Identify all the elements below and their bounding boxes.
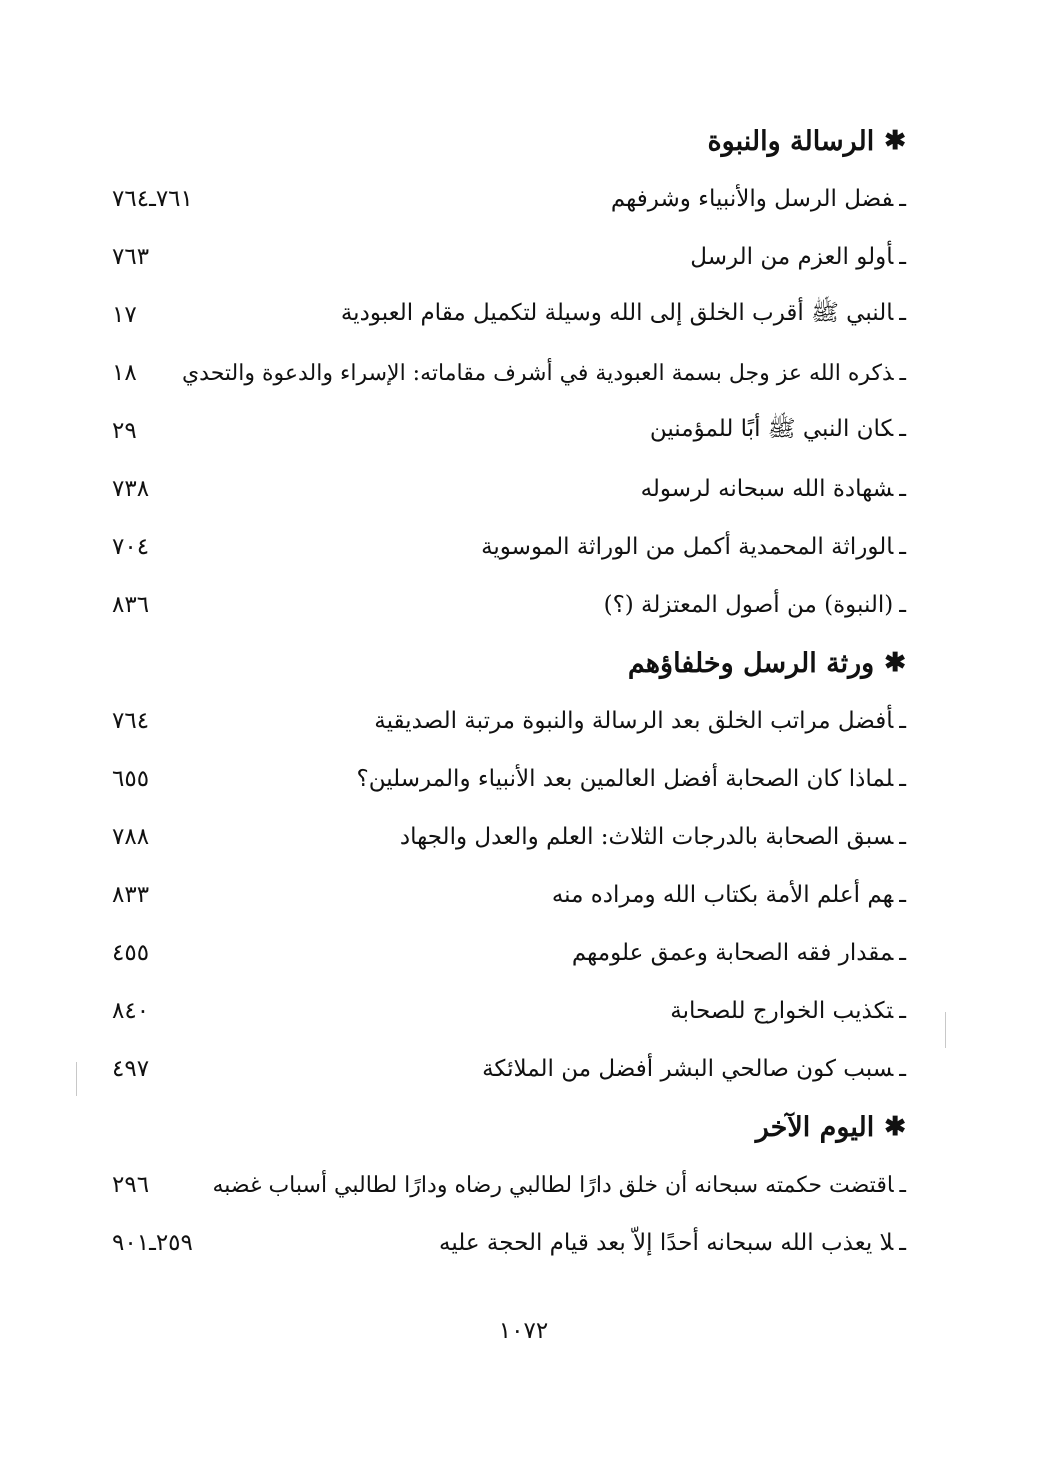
entry-pages: ٨٣٦: [112, 592, 150, 618]
entry-text: كان النبي ﷺ أبًا للمؤمنين: [649, 416, 894, 442]
section-heading-text: ورثة الرسل وخلفاؤهم: [627, 647, 875, 679]
index-entry: ـلماذا كان الصحابة أفضل العالمين بعد الأنبياء والمرسلين؟ ٦٥٥: [112, 766, 906, 792]
entry-pages: ٤٩٧: [112, 1056, 150, 1082]
index-entry: ـسبب كون صالحي البشر أفضل من الملائكة ٤٩٧: [112, 1056, 906, 1082]
entry-text: تكذيب الخوارج للصحابة: [670, 998, 894, 1024]
entry-pages: ٨٣٣: [112, 882, 150, 908]
entry-text: لماذا كان الصحابة أفضل العالمين بعد الأنبياء والمرسلين؟: [356, 766, 894, 792]
entry-text: أفضل مراتب الخلق بعد الرسالة والنبوة مرتبة الصديقية: [374, 708, 894, 734]
asterisk-icon: ✱: [884, 648, 906, 678]
entry-text: هم أعلم الأمة بكتاب الله ومراده منه: [551, 882, 894, 908]
asterisk-icon: ✱: [884, 126, 906, 156]
index-entry: ـشهادة الله سبحانه لرسوله ٧٣٨: [112, 476, 906, 502]
entry-text: الوراثة المحمدية أكمل من الوراثة الموسوية: [481, 534, 894, 560]
entry-pages: ٤٥٥: [112, 940, 150, 966]
index-entry: ـ(النبوة) من أصول المعتزلة (؟) ٨٣٦: [112, 592, 906, 618]
entry-pages: ٨٤٠: [112, 998, 150, 1024]
entry-pages: ٢٩: [112, 418, 137, 444]
entry-text: ذكره الله عز وجل بسمة العبودية في أشرف مقاماته: الإسراء والدعوة والتحدي: [181, 360, 894, 386]
section-heading-text: الرسالة والنبوة: [707, 125, 875, 157]
entry-pages: ٢٥٩ـ٩٠١: [112, 1230, 193, 1256]
entry-text: لا يعذب الله سبحانه أحدًا إلاّ بعد قيام الحجة عليه: [439, 1230, 894, 1256]
entry-pages: ١٨: [112, 360, 137, 386]
entry-text: النبي ﷺ أقرب الخلق إلى الله وسيلة لتكميل مقام العبودية: [340, 300, 894, 326]
entry-pages: ٧٠٤: [112, 534, 150, 560]
scan-margin-line: [945, 1012, 946, 1048]
index-entry: ـكان النبي ﷺ أبًا للمؤمنين ٢٩: [112, 416, 906, 444]
entry-text: سبق الصحابة بالدرجات الثلاث: العلم والعدل والجهاد: [399, 824, 894, 850]
index-entry: ـالنبي ﷺ أقرب الخلق إلى الله وسيلة لتكميل مقام العبودية ١٧: [112, 300, 906, 328]
entry-text: مقدار فقه الصحابة وعمق علومهم: [571, 940, 894, 966]
index-entry: ـذكره الله عز وجل بسمة العبودية في أشرف مقاماته: الإسراء والدعوة والتحدي ١٨: [112, 360, 906, 386]
index-entry: ـفضل الرسل والأنبياء وشرفهم ٧٦١ـ٧٦٤: [112, 186, 906, 212]
index-entry: ـلا يعذب الله سبحانه أحدًا إلاّ بعد قيام الحجة عليه ٢٥٩ـ٩٠١: [112, 1230, 906, 1256]
index-entry: ـمقدار فقه الصحابة وعمق علومهم ٤٥٥: [112, 940, 906, 966]
page-number: ١٠٧٢: [498, 1318, 549, 1344]
section-heading: [112, 112, 906, 170]
entry-pages: ٦٥٥: [112, 766, 150, 792]
entry-pages: ٧٨٨: [112, 824, 150, 850]
index-entry: ـتكذيب الخوارج للصحابة ٨٤٠: [112, 998, 906, 1024]
index-entry: ـهم أعلم الأمة بكتاب الله ومراده منه ٨٣٣: [112, 882, 906, 908]
index-entry: ـأولو العزم من الرسل ٧٦٣: [112, 244, 906, 270]
entry-pages: ٧٣٨: [112, 476, 150, 502]
entry-text: سبب كون صالحي البشر أفضل من الملائكة: [482, 1056, 894, 1082]
index-entry: ـأفضل مراتب الخلق بعد الرسالة والنبوة مرتبة الصديقية ٧٦٤: [112, 708, 906, 734]
section-heading: [112, 634, 906, 692]
asterisk-icon: ✱: [884, 1112, 906, 1142]
entry-pages: ١٧: [112, 302, 137, 328]
entry-text: اقتضت حكمته سبحانه أن خلق دارًا لطالبي رضاه ودارًا لطالبي أسباب غضبه: [212, 1172, 894, 1198]
entry-pages: ٢٩٦: [112, 1172, 150, 1198]
entry-pages: ٧٦١ـ٧٦٤: [112, 186, 193, 212]
section-heading-text: اليوم الآخر: [755, 1111, 875, 1143]
entry-pages: ٧٦٣: [112, 244, 150, 270]
scan-margin-line: [76, 1062, 77, 1096]
index-entry: ـالوراثة المحمدية أكمل من الوراثة الموسوية ٧٠٤: [112, 534, 906, 560]
entry-pages: ٧٦٤: [112, 708, 150, 734]
section-heading: [112, 1098, 906, 1156]
entry-text: (النبوة) من أصول المعتزلة (؟): [603, 592, 894, 618]
entry-text: فضل الرسل والأنبياء وشرفهم: [610, 186, 894, 212]
entry-text: شهادة الله سبحانه لرسوله: [640, 476, 894, 502]
entry-text: أولو العزم من الرسل: [690, 244, 894, 270]
index-content: [112, 112, 906, 1272]
index-entry: ـاقتضت حكمته سبحانه أن خلق دارًا لطالبي رضاه ودارًا لطالبي أسباب غضبه ٢٩٦: [112, 1172, 906, 1198]
index-entry: ـسبق الصحابة بالدرجات الثلاث: العلم والعدل والجهاد ٧٨٨: [112, 824, 906, 850]
